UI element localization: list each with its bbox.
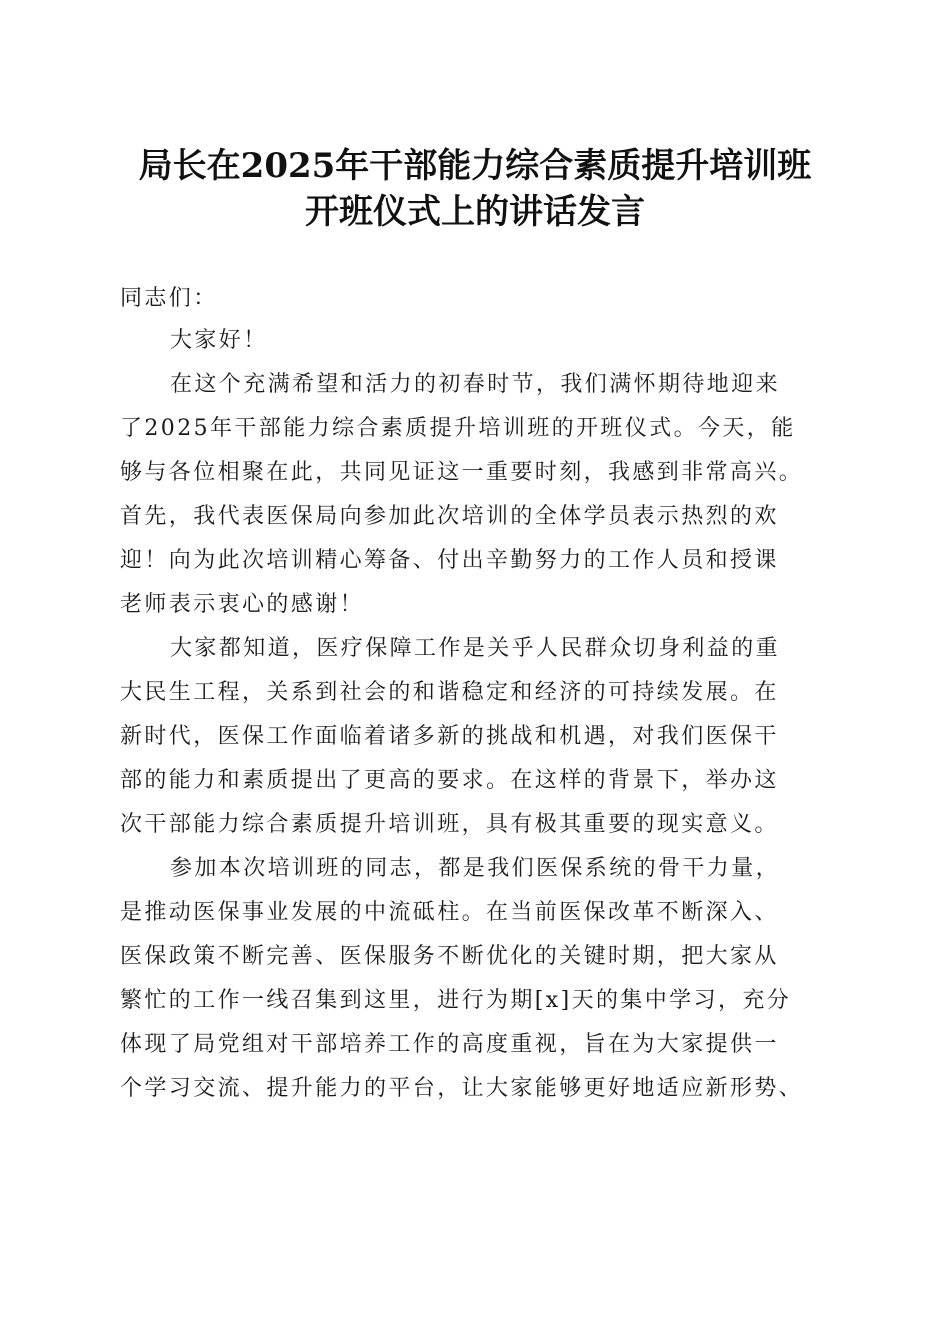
paragraph-line: 大民生工程，关系到社会的和谐稳定和经济的可持续发展。在 [120, 680, 779, 705]
paragraph-line: 够与各位相聚在此，共同见证这一重要时刻，我感到非常高兴。 [120, 460, 804, 485]
greeting: 大家好！ [170, 328, 268, 353]
paragraph-line: 部的能力和素质提出了更高的要求。在这样的背景下，举办这 [120, 768, 779, 793]
paragraph-line: 了2025年干部能力综合素质提升培训班的开班仪式。今天，能 [120, 416, 796, 441]
document-title-line-1: 局长在2025年干部能力综合素质提升培训班 [138, 146, 812, 186]
paragraph-line: 医保政策不断完善、医保服务不断优化的关键时期，把大家从 [120, 944, 779, 969]
paragraph-line: 迎！向为此次培训精心筹备、付出辛勤努力的工作人员和授课 [120, 548, 779, 573]
paragraph-line: 繁忙的工作一线召集到这里，进行为期[x]天的集中学习，充分 [120, 988, 792, 1013]
salutation: 同志们： [120, 286, 218, 311]
paragraph-line: 首先，我代表医保局向参加此次培训的全体学员表示热烈的欢 [120, 504, 779, 529]
paragraph-line: 在这个充满希望和活力的初春时节，我们满怀期待地迎来 [170, 372, 781, 397]
paragraph-line: 个学习交流、提升能力的平台，让大家能够更好地适应新形势、 [120, 1076, 804, 1101]
paragraph-line: 参加本次培训班的同志，都是我们医保系统的骨干力量， [170, 856, 781, 881]
paragraph-line: 体现了局党组对干部培养工作的高度重视，旨在为大家提供一 [120, 1032, 779, 1057]
paragraph-line: 新时代，医保工作面临着诸多新的挑战和机遇，对我们医保干 [120, 724, 779, 749]
paragraph-line: 老师表示衷心的感谢！ [120, 592, 365, 617]
paragraph-line: 大家都知道，医疗保障工作是关乎人民群众切身利益的重 [170, 636, 781, 661]
paragraph-line: 次干部能力综合素质提升培训班，具有极其重要的现实意义。 [120, 812, 779, 837]
paragraph-line: 是推动医保事业发展的中流砥柱。在当前医保改革不断深入、 [120, 900, 779, 925]
document-title-line-2: 开班仪式上的讲话发言 [305, 192, 645, 232]
